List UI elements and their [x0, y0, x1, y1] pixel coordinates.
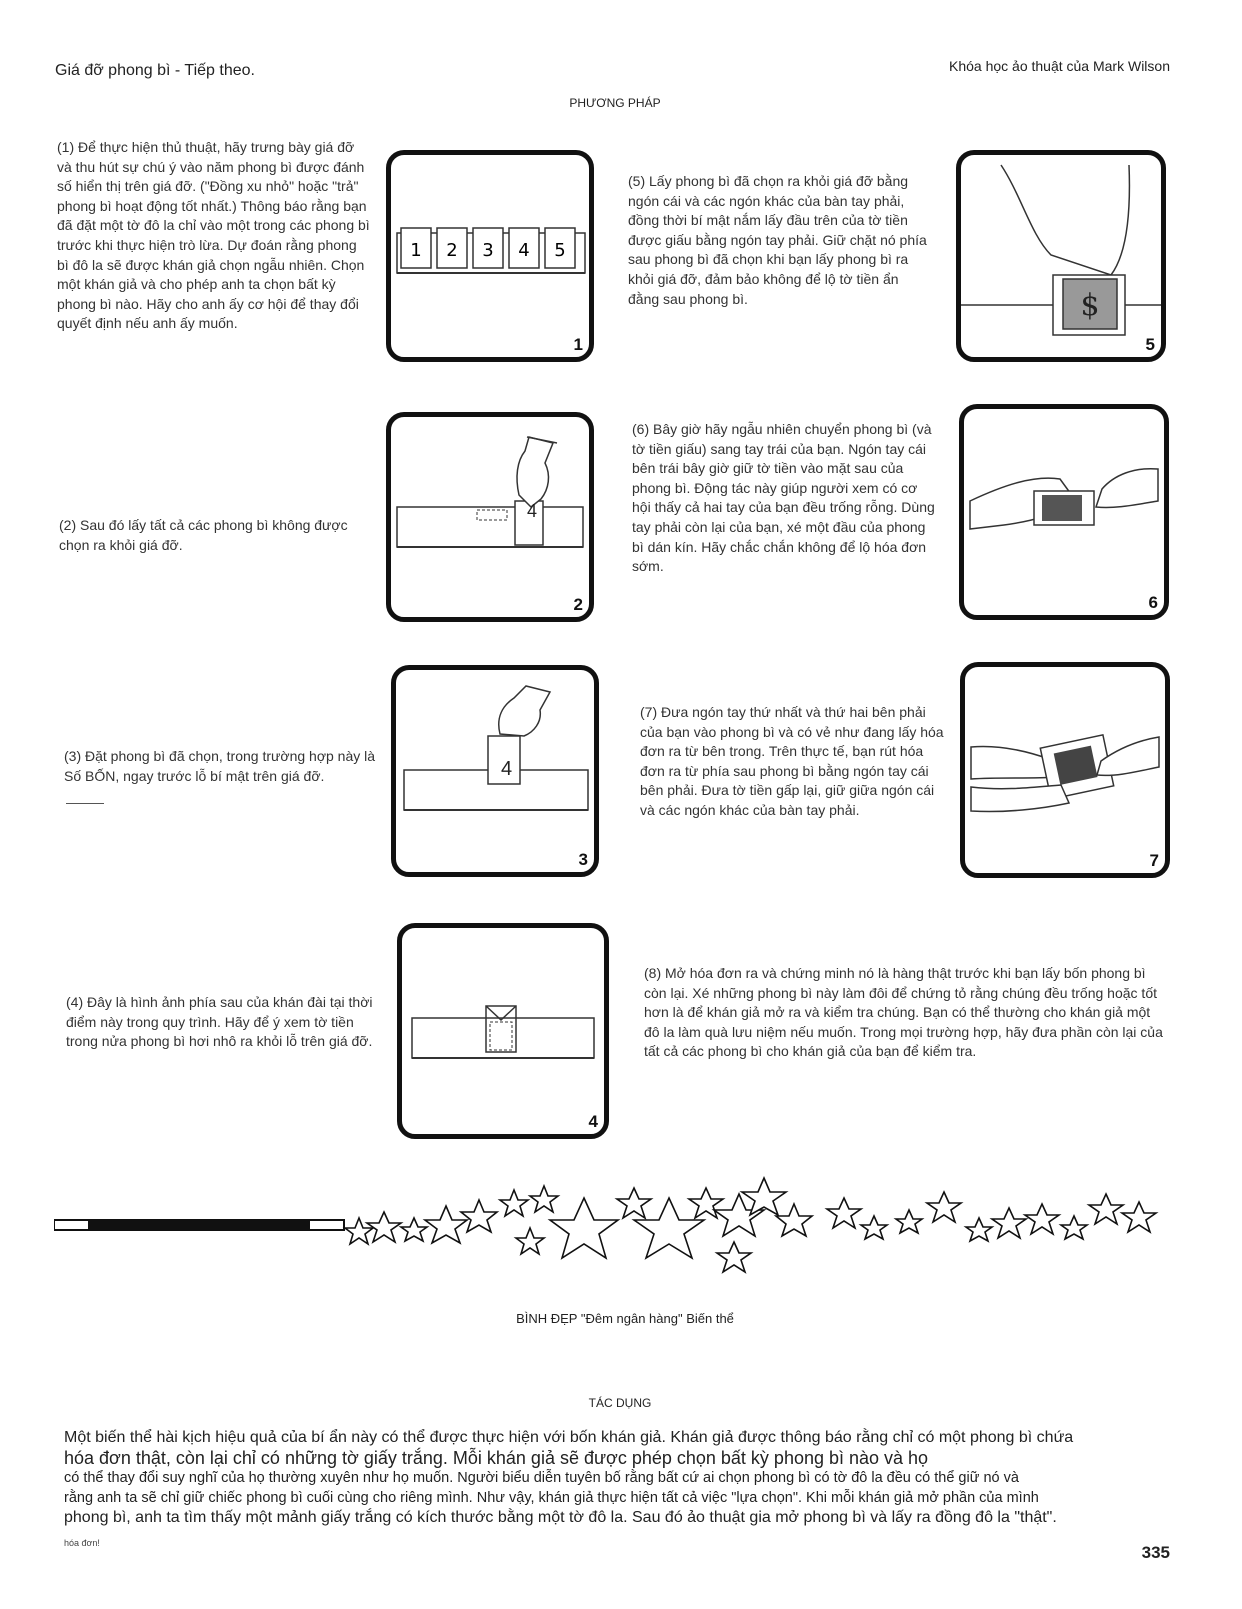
envelope-number-2: 2: [446, 240, 458, 261]
wand-and-stars-divider: [54, 1168, 1174, 1278]
rear-view-drawing: [402, 928, 604, 1134]
step-3-text: (3) Đặt phong bì đã chọn, trong trường hợp này là Số BỐN, ngay trước lỗ bí mật trên giá đỡ.: [64, 748, 376, 784]
remove-bill-drawing: [965, 667, 1165, 873]
section-heading-effect: TÁC DỤNG: [588, 1396, 652, 1410]
illustration-panel-7: [960, 662, 1170, 878]
steal-bill-drawing: [961, 155, 1161, 357]
envelope-number-4: 4: [527, 501, 538, 521]
step-5-text: (5) Lấy phong bì đã chọn ra khỏi giá đỡ bằng ngón cái và các ngón khác của bàn tay phải, đồng thời bí mật nắm lấy đầu trên của tờ tiền được giấu bằng ngón tay phải. Giữ chặt nó phía sau phong bì đã chọn khi bạn lấy phong bì ra khỏi giá đỡ, đảm bảo không để lộ tờ tiền ẩn đằng sau phong bì.: [628, 173, 927, 307]
envelope-number-4: 4: [518, 240, 530, 261]
panel-number-6: 6: [1148, 593, 1158, 612]
page-number: 335: [1141, 1543, 1170, 1562]
running-header-book: Khóa học ảo thuật của Mark Wilson: [948, 58, 1170, 74]
effect-line-1: Một biến thể hài kịch hiệu quả của bí ẩn này có thể được thực hiện với bốn khán giả. Khán giả được thông báo rằng chỉ có một phong bì chứa: [64, 1429, 1074, 1446]
illustration-panel-4: [397, 923, 609, 1139]
place-envelope-drawing: [396, 670, 594, 872]
panel-number-1: 1: [573, 335, 583, 354]
dollar-symbol: $: [1080, 288, 1100, 323]
step-1-text: (1) Để thực hiện thủ thuật, hãy trưng bày giá đỡ và thu hút sự chú ý vào năm phong bì được đánh số hiển thị trên giá đỡ. ("Đồng xu nhỏ" hoặc "trả" phong bì hoạt động tốt nhất.) Thông báo rằng bạn đã đặt một tờ đô la chỉ vào một trong các phong bì trước khi thực hiện trò lừa. Dự đoán rằng phong bì đô la sẽ được khán giả chọn ngẫu nhiên. Chọn một khán giả và cho phép anh ta chọn bất kỳ phong bì nào. Hãy cho anh ấy cơ hội để thay đổi quyết định nếu anh ấy muốn.: [57, 139, 370, 332]
illustration-panel-1: [386, 150, 594, 362]
envelope-rack-drawing: [391, 155, 589, 357]
panel-number-2: 2: [573, 595, 583, 614]
envelope-number-4: 4: [501, 758, 513, 780]
panel-number-4: 4: [588, 1112, 598, 1131]
effect-line-5: phong bì, anh ta tìm thấy một mảnh giấy trắng có kích thước bằng một tờ đô la. Sau đó ảo thuật gia mở phong bì và lấy ra đồng đô la "thật".: [64, 1509, 1057, 1526]
panel-number-7: 7: [1149, 851, 1159, 870]
illustration-panel-3: [391, 665, 599, 877]
effect-paragraph: [64, 1428, 1164, 1528]
illustration-panel-2: [386, 412, 594, 622]
running-header-title: Giá đỡ phong bì - Tiếp theo.: [55, 62, 255, 79]
envelope-number-5: 5: [554, 240, 566, 261]
step-8-text: (8) Mở hóa đơn ra và chứng minh nó là hàng thật trước khi bạn lấy bốn phong bì còn lại. Xé những phong bì này làm đôi để chứng tỏ rằng chúng đều trống hoặc tốt hơn là để khán giả mở ra và kiểm tra chúng. Bạn có thể thường cho khán giả một đô la làm quà lưu niệm nếu muốn. Trong mọi trường hợp, hãy đưa phần còn lại của tất cả các phong bì cho khán giả của bạn để kiểm tra.: [644, 965, 1163, 1060]
panel-number-3: 3: [578, 850, 588, 869]
envelope-number-1: 1: [410, 240, 422, 261]
panel-number-5: 5: [1145, 335, 1155, 354]
illustration-panel-5: [956, 150, 1166, 362]
step-4-text: (4) Đây là hình ảnh phía sau của khán đài tại thời điểm này trong quy trình. Hãy để ý xem tờ tiền trong nửa phong bì hơi nhô ra khỏi lỗ trên giá đỡ.: [66, 994, 373, 1050]
transfer-envelope-drawing: [964, 409, 1164, 615]
effect-line-4: rằng anh ta sẽ chỉ giữ chiếc phong bì cuối cùng cho riêng mình. Như vậy, khán giả thực hiện tất cả việc "lựa chọn". Khi mỗi khán giả mở phần của mình: [64, 1490, 1039, 1506]
illustration-panel-6: [959, 404, 1169, 620]
section-heading-method: PHƯƠNG PHÁP: [569, 96, 661, 110]
step-7-text: (7) Đưa ngón tay thứ nhất và thứ hai bên phải của bạn vào phong bì và có vẻ như đang lấy hóa đơn ra từ bên trong. Trên thực tế, bạn rút hóa đơn ra từ phía sau phong bì bằng ngón tay cái bên phải. Đưa tờ tiền gấp lại, giữ giữa ngón cái và các ngón khác của bàn tay phải.: [640, 704, 944, 818]
step-6-text: (6) Bây giờ hãy ngẫu nhiên chuyển phong bì (và tờ tiền giấu) sang tay trái của bạn. Ngón tay cái bên trái bây giờ giữ tờ tiền vào mặt sau của phong bì. Động tác này giúp người xem có cơ hội thấy cả hai tay của bạn đều trống rỗng. Dùng tay phải còn lại của bạn, xé một đầu của phong bì dán kín. Hãy chắc chắn không để lộ hóa đơn sớm.: [632, 421, 935, 575]
short-rule: [66, 803, 104, 804]
variation-title: BÌNH ĐẸP "Đêm ngân hàng" Biến thể: [516, 1311, 734, 1326]
effect-line-3: có thể thay đổi suy nghĩ của họ thường xuyên như họ muốn. Người biểu diễn tuyên bố rằng bất cứ ai chọn phong bì có tờ đô la đều có thể giữ nó và: [64, 1470, 1019, 1486]
effect-line-2: hóa đơn thật, còn lại chỉ có những tờ giấy trắng. Mỗi khán giả sẽ được phép chọn bất kỳ phong bì nào và họ: [64, 1448, 929, 1468]
remove-envelopes-drawing: [391, 417, 589, 617]
envelope-number-3: 3: [482, 240, 494, 261]
step-2-text: (2) Sau đó lấy tất cả các phong bì không được chọn ra khỏi giá đỡ.: [59, 517, 348, 553]
effect-footnote: hóa đơn!: [64, 1538, 100, 1548]
